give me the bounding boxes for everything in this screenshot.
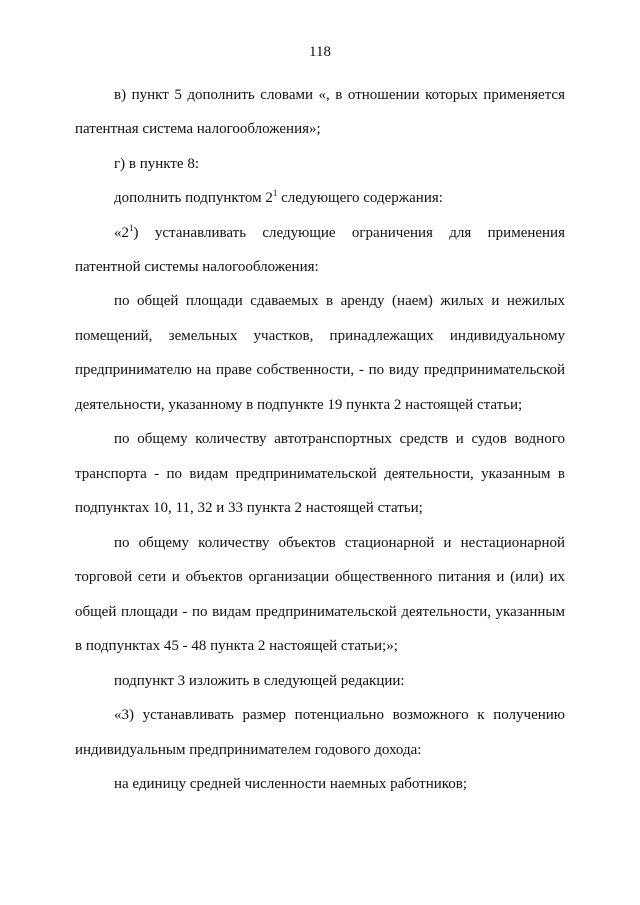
text-line: в) пункт 5 дополнить словами «, в отношении которых применяется <box>114 87 565 103</box>
text-segment: следующего содержания: <box>277 190 443 206</box>
text-line: патентной системы налогообложения: <box>75 259 319 275</box>
text-line: на единицу средней численности наемных работников; <box>114 776 468 792</box>
text-segment: «2 <box>114 225 129 241</box>
text-line: торговой сети и объектов организации общественного питания и (или) их <box>75 569 565 585</box>
text-line: патентная система налогообложения»; <box>75 121 321 137</box>
text-line: г) в пункте 8: <box>114 156 200 172</box>
superscript: 1 <box>129 223 134 233</box>
text-line <box>114 189 565 207</box>
text-line: по общей площади сдаваемых в аренду (наем) жилых и нежилых <box>114 293 565 309</box>
text-line: общей площади - по видам предпринимательской деятельности, указанным <box>75 604 565 620</box>
text-line <box>114 224 565 242</box>
page-number: 118 <box>309 44 331 60</box>
text-line: помещений, земельных участков, принадлежащих индивидуальному <box>75 328 565 344</box>
text-line: подпункт 3 изложить в следующей редакции: <box>114 673 405 689</box>
text-segment: ) устанавливать следующие ограничения для применения <box>133 225 565 241</box>
text-line: в подпунктах 45 - 48 пункта 2 настоящей статьи;»; <box>75 638 398 654</box>
text-line: «3) устанавливать размер потенциально возможного к получению <box>114 707 565 723</box>
text-line: подпунктах 10, 11, 32 и 33 пункта 2 настоящей статьи; <box>75 500 423 516</box>
text-line: предпринимателю на праве собственности, - по виду предпринимательской <box>75 362 565 378</box>
text-line: по общему количеству объектов стационарной и нестационарной <box>114 535 565 551</box>
text-segment: дополнить подпунктом 2 <box>114 190 273 206</box>
text-line: по общему количеству автотранспортных средств и судов водного <box>114 431 565 447</box>
text-line: индивидуальным предпринимателем годового дохода: <box>75 742 422 758</box>
superscript: 1 <box>272 188 278 198</box>
text-line: транспорта - по видам предпринимательской деятельности, указанным в <box>75 466 565 482</box>
text-line: деятельности, указанному в подпункте 19 пункта 2 настоящей статьи; <box>75 397 523 413</box>
